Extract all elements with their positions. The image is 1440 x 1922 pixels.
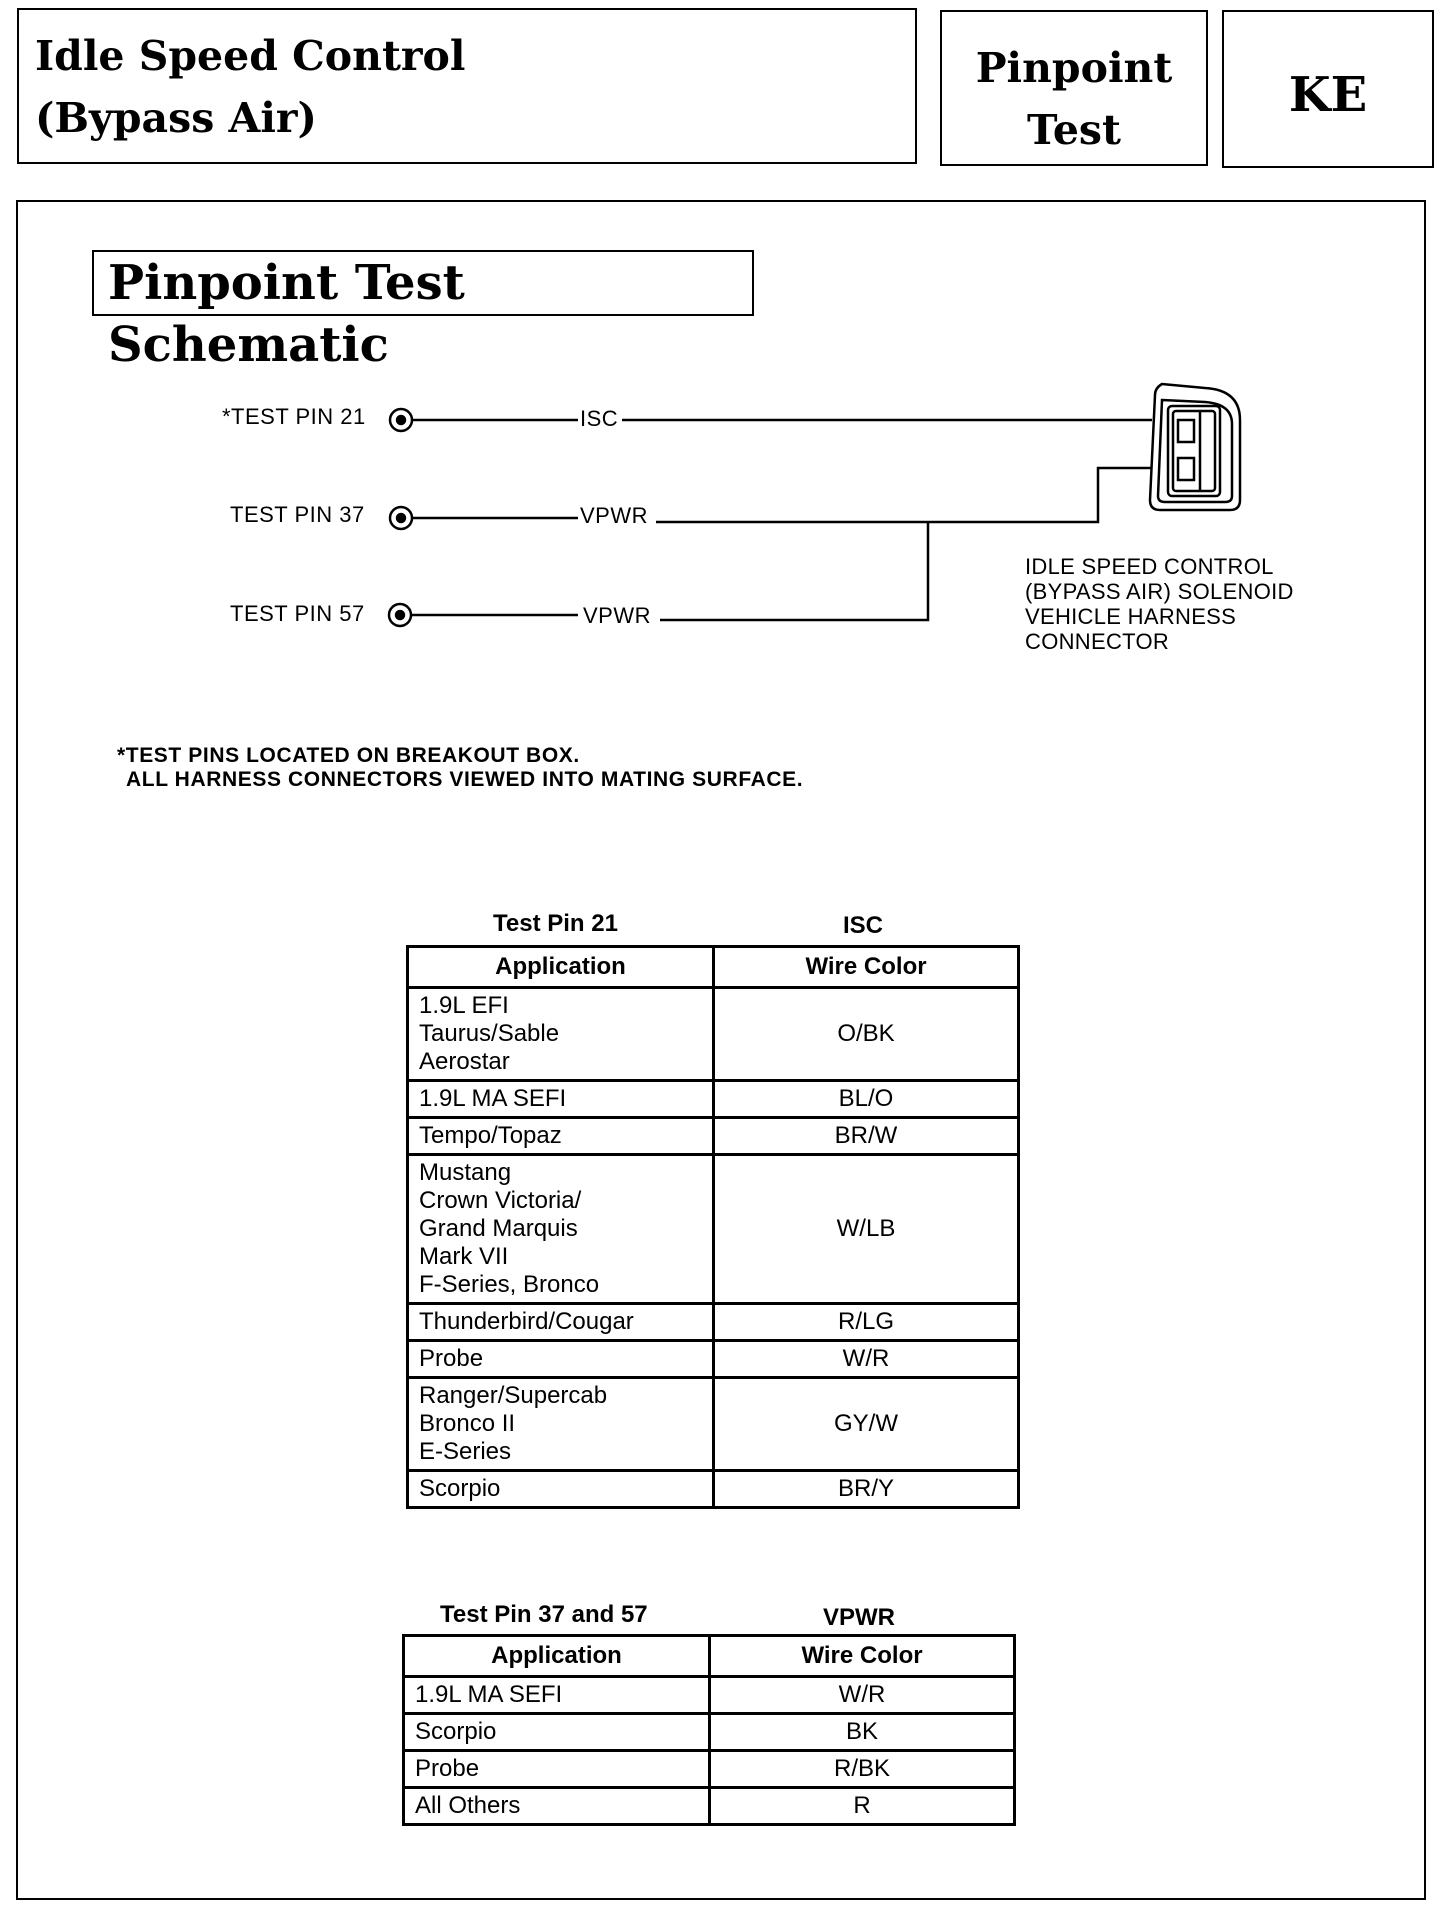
table1-title-left: Test Pin 21 (493, 910, 618, 937)
wire-color-cell: R/BK (710, 1751, 1015, 1788)
application-cell (408, 1471, 714, 1508)
wire-color-cell: R (710, 1788, 1015, 1825)
table-row (404, 1677, 1015, 1714)
application-cell (404, 1751, 710, 1788)
table-row (408, 1155, 1019, 1304)
table-row (404, 1751, 1015, 1788)
test-type-line-1: Pinpoint (975, 44, 1173, 92)
vpwr-57-wire-label: VPWR (583, 603, 651, 628)
application-cell (408, 1378, 714, 1471)
wire-vpwr-37 (656, 468, 1152, 522)
table-row (408, 1304, 1019, 1341)
wire-color-cell: GY/W (714, 1378, 1019, 1471)
wire-color-table-2 (402, 1634, 1016, 1826)
note-line-1: *TEST PINS LOCATED ON BREAKOUT BOX. (117, 744, 580, 767)
application-line: E-Series (419, 1438, 512, 1465)
table-row (408, 1118, 1019, 1155)
connector-caption-line: VEHICLE HARNESS (1025, 604, 1237, 629)
connector-caption-line: (BYPASS AIR) SOLENOID (1025, 579, 1294, 604)
table-row (408, 1341, 1019, 1378)
table-row (404, 1714, 1015, 1751)
schematic-heading: Pinpoint Test Schematic (92, 250, 754, 316)
pin-21-label: *TEST PIN 21 (222, 404, 366, 429)
harness-connector-icon (1150, 384, 1240, 510)
application-line: Crown Victoria/ (419, 1187, 582, 1214)
pin-57-terminal-icon (389, 604, 411, 626)
application-line: Bronco II (419, 1410, 516, 1437)
application-line: F-Series, Bronco (419, 1271, 600, 1298)
table1-title-right: ISC (843, 912, 884, 939)
title-line-1: Idle Speed Control (35, 32, 466, 80)
application-line: Tempo/Topaz (419, 1122, 562, 1149)
table-header-row (408, 947, 1019, 988)
application-line: Probe (419, 1345, 484, 1372)
application-line: 1.9L EFI (419, 992, 509, 1019)
table2-title-right: VPWR (823, 1604, 895, 1631)
table2-title-left: Test Pin 37 and 57 (440, 1601, 648, 1628)
application-cell (404, 1788, 710, 1825)
wire-color-cell: R/LG (714, 1304, 1019, 1341)
wire-color-table-1 (406, 945, 1020, 1509)
application-line: Probe (415, 1755, 480, 1782)
wire-color-cell: BK (710, 1714, 1015, 1751)
table-row (408, 1081, 1019, 1118)
wire-color-cell: BL/O (714, 1081, 1019, 1118)
application-line: Mark VII (419, 1243, 509, 1270)
connector-caption-line: IDLE SPEED CONTROL (1025, 554, 1274, 579)
connector-caption-line: CONNECTOR (1025, 629, 1170, 654)
test-type-line-2: Test (1027, 106, 1121, 154)
pin-37-terminal-icon (390, 507, 412, 529)
application-cell (408, 1118, 714, 1155)
application-cell (408, 1341, 714, 1378)
wire-color-cell: O/BK (714, 988, 1019, 1081)
wire-color-cell: W/LB (714, 1155, 1019, 1304)
header-application: Application (408, 947, 714, 988)
wire-vpwr-57 (660, 522, 928, 620)
application-line: Aerostar (419, 1048, 510, 1075)
title-line-2: (Bypass Air) (35, 94, 317, 142)
table-row (404, 1788, 1015, 1825)
header-application: Application (404, 1636, 710, 1677)
wire-color-cell: BR/Y (714, 1471, 1019, 1508)
application-cell (404, 1714, 710, 1751)
connector-caption (1025, 554, 1294, 654)
application-cell (408, 1304, 714, 1341)
table-header-row (404, 1636, 1015, 1677)
application-cell (408, 1155, 714, 1304)
application-line: Mustang (419, 1159, 512, 1186)
pin-57-label: TEST PIN 57 (230, 601, 365, 626)
application-line: Scorpio (415, 1718, 497, 1745)
wire-color-cell: W/R (714, 1341, 1019, 1378)
pin-21-terminal-icon (390, 409, 412, 431)
application-cell (408, 988, 714, 1081)
wire-color-cell: W/R (710, 1677, 1015, 1714)
application-line: Ranger/Supercab (419, 1382, 608, 1409)
note-line-2: ALL HARNESS CONNECTORS VIEWED INTO MATING SURFACE. (126, 768, 804, 791)
pin-37-label: TEST PIN 37 (230, 502, 365, 527)
application-line: Grand Marquis (419, 1215, 578, 1242)
table-row (408, 1471, 1019, 1508)
table-row (408, 988, 1019, 1081)
application-line: All Others (415, 1792, 521, 1819)
application-line: 1.9L MA SEFI (419, 1085, 567, 1112)
wire-color-cell: BR/W (714, 1118, 1019, 1155)
isc-wire-label: ISC (580, 406, 619, 431)
header-wire-color: Wire Color (714, 947, 1019, 988)
application-line: 1.9L MA SEFI (415, 1681, 563, 1708)
application-line: Scorpio (419, 1475, 501, 1502)
table-row (408, 1378, 1019, 1471)
application-line: Taurus/Sable (419, 1020, 560, 1047)
application-line: Thunderbird/Cougar (419, 1308, 634, 1335)
application-cell (408, 1081, 714, 1118)
vpwr-37-wire-label: VPWR (580, 503, 648, 528)
application-cell (404, 1677, 710, 1714)
test-code: KE (1288, 67, 1368, 123)
header-wire-color: Wire Color (710, 1636, 1015, 1677)
